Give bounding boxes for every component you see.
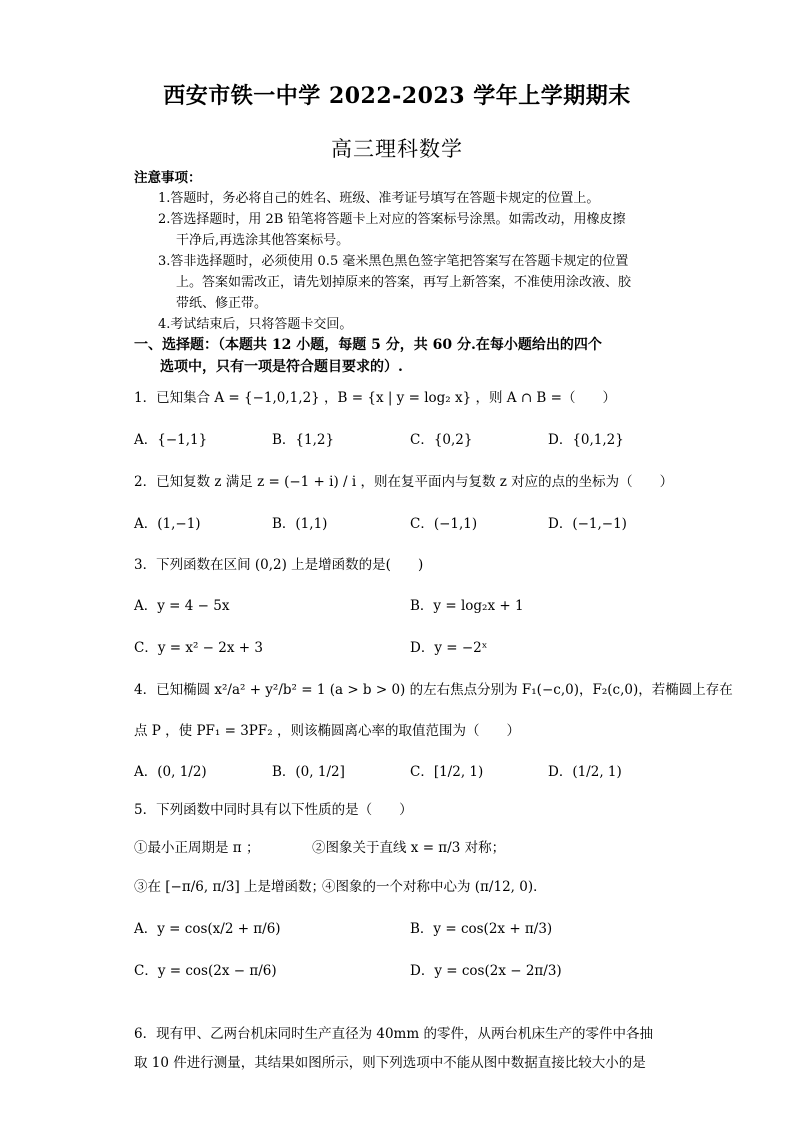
question-1-stem: 1．已知集合 A = {−1,0,1,2} ，B = {x | y = log₂ x} ，则 A ∩ B =（ ） bbox=[134, 390, 616, 406]
question-1-option-d: D．{0,1,2} bbox=[548, 432, 624, 448]
question-4-option-c: C．[1/2, 1) bbox=[410, 764, 484, 780]
question-4-stem-cont: 点 P ，使 PF₁ = 3PF₂ ，则该椭圆离心率的取值范围为（ ） bbox=[134, 723, 520, 739]
question-6-stem: 6．现有甲、乙两台机床同时生产直径为 40mm 的零件，从两台机床生产的零件中各抽 bbox=[134, 1026, 653, 1042]
question-3-stem: 3．下列函数在区间 (0,2) 上是增函数的是( ) bbox=[134, 557, 424, 573]
question-4-stem: 4．已知椭圆 x²/a² + y²/b² = 1 (a > b > 0) 的左右焦点分别为 F₁(−c,0)，F₂(c,0)，若椭圆上存在 bbox=[134, 682, 733, 698]
question-5-property-1: ①最小正周期是 π ； bbox=[134, 840, 260, 856]
question-6-stem-cont: 取 10 件进行测量，其结果如图所示，则下列选项中不能从图中数据直接比较大小的是 bbox=[134, 1055, 646, 1071]
exam-title: 西安市铁一中学 2022-2023 学年上学期期末 bbox=[163, 83, 631, 109]
question-2-option-c: C．(−1,1) bbox=[410, 516, 478, 532]
question-1-option-a: A．{−1,1} bbox=[134, 432, 208, 448]
exam-subtitle: 高三理科数学 bbox=[331, 137, 463, 161]
question-5-option-b: B．y = cos(2x + π/3) bbox=[410, 921, 553, 937]
question-3-option-a: A．y = 4 − 5x bbox=[134, 598, 230, 614]
section-heading-line2: 选项中，只有一项是符合题目要求的）. bbox=[160, 359, 403, 375]
question-3-option-b: B．y = log₂x + 1 bbox=[410, 598, 524, 614]
question-3-option-c: C．y = x² − 2x + 3 bbox=[134, 640, 263, 656]
question-4-option-b: B．(0, 1/2] bbox=[272, 764, 345, 780]
question-4-option-a: A．(0, 1/2) bbox=[134, 764, 207, 780]
note-item-4: 4.考试结束后，只将答题卡交回。 bbox=[158, 317, 353, 332]
question-5-property-4: ④图象的一个对称中心为 (π/12, 0)． bbox=[322, 879, 547, 895]
question-5-property-2: ②图象关于直线 x = π/3 对称； bbox=[312, 840, 506, 856]
note-item-3-cont1: 上。答案如需改正，请先划掉原来的答案，再写上新答案，不准使用涂改液、胶 bbox=[176, 275, 632, 290]
note-item-2: 2.答选择题时，用 2B 铅笔将答题卡上对应的答案标号涂黑。如需改动，用橡皮擦 bbox=[158, 212, 626, 227]
question-5-option-d: D．y = cos(2x − 2π/3) bbox=[410, 963, 562, 979]
question-5-stem: 5．下列函数中同时具有以下性质的是（ ） bbox=[134, 802, 413, 818]
note-item-3-cont2: 带纸、修正带。 bbox=[176, 296, 268, 311]
question-5-option-a: A．y = cos(x/2 + π/6) bbox=[134, 921, 281, 937]
question-2-option-a: A．(1,−1) bbox=[134, 516, 201, 532]
question-3-option-d: D．y = −2ˣ bbox=[410, 640, 488, 656]
question-2-option-d: D．(−1,−1) bbox=[548, 516, 627, 532]
note-item-3: 3.答非选择题时，必须使用 0.5 毫米黑色黑色签字笔把答案写在答题卡规定的位置 bbox=[158, 254, 629, 269]
section-heading-line1: 一、选择题：（本题共 12 小题，每题 5 分，共 60 分.在每小题给出的四个 bbox=[134, 337, 602, 353]
question-2-stem: 2．已知复数 z 满足 z = (−1 + i) / i ，则在复平面内与复数 z 对应的点的坐标为（ ） bbox=[134, 474, 674, 490]
question-5-property-3: ③在 [−π/6, π/3] 上是增函数； bbox=[134, 879, 326, 895]
note-item-1: 1.答题时，务必将自己的姓名、班级、准考证号填写在答题卡规定的位置上。 bbox=[158, 191, 600, 206]
question-2-option-b: B．(1,1) bbox=[272, 516, 328, 532]
note-item-2-cont: 干净后,再选涂其他答案标号。 bbox=[176, 233, 350, 248]
question-1-option-b: B．{1,2} bbox=[272, 432, 335, 448]
question-4-option-d: D．(1/2, 1) bbox=[548, 764, 622, 780]
question-5-option-c: C．y = cos(2x − π/6) bbox=[134, 963, 277, 979]
question-1-option-c: C．{0,2} bbox=[410, 432, 473, 448]
notes-heading: 注意事项： bbox=[134, 170, 202, 186]
